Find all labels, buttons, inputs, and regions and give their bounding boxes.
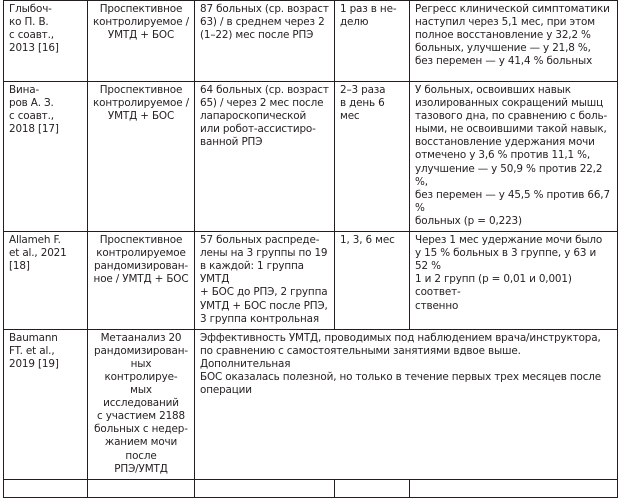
table-row (4, 82, 618, 232)
table-row (4, 1, 618, 82)
frequency-cell: 1, 3, 6 мес (335, 232, 410, 330)
patients-cell: 57 больных распреде- лены на 3 группы по 19 в каждой: 1 группа УМТД + БОС до РПЭ, 2 группа УМТД + БОС после РПЭ, 3 группа контрольная (195, 232, 335, 330)
patients-cell: 87 больных (ср. возраст 63) / в среднем через 2 (1–22) мес после РПЭ (195, 1, 335, 82)
author-cell: Allameh F. et al., 2021 [18] (4, 232, 88, 330)
empty-cell (195, 479, 335, 497)
study-design-cell: Проспективное контролируемое рандомизирован- ное / УМТД + БОС (88, 232, 195, 330)
author-cell: Baumann FT. et al., 2019 [19] (4, 329, 88, 479)
frequency-cell: 1 раз в не- делю (335, 1, 410, 82)
empty-cell (88, 479, 195, 497)
patients-cell: 64 больных (ср. возраст 65) / через 2 мес после лапароскопической или робот-ассистиро- ванной РПЭ (195, 82, 335, 232)
result-cell: Эффективность УМТД, проводимых под наблюдением врача/инструктора, по сравнению с самостоятельными занятиями вдвое выше. Дополнительная БОС оказалась полезной, но только в течение первых трех месяцев после операции (195, 329, 618, 479)
author-cell: Глыбоч- ко П. В. с соавт., 2013 [16] (4, 1, 88, 82)
empty-cell (4, 479, 88, 497)
study-design-cell: Проспективное контролируемое / УМТД + БОС (88, 82, 195, 232)
result-cell: У больных, освоивших навык изолированных сокращений мышц тазового дна, по сравнению с боль- ными, не освоившими такой навык, восстановление удержания мочи отмечено у 3,6 % против 11,1 %, улучшение — у 50,9 % против 22,2 %, без перемен — у 45,5 % против 66,7 % больных (p = 0,223) (410, 82, 618, 232)
empty-cell (335, 479, 410, 497)
author-cell: Вина- ров А. З. с соавт., 2018 [17] (4, 82, 88, 232)
table-row (4, 329, 618, 479)
study-design-cell: Метаанализ 20 рандомизирован- ных контролируе- мых исследований с участием 2188 больных с недер- жанием мочи после РПЭ/УМТД (88, 329, 195, 479)
table-row (4, 479, 618, 497)
table-row (4, 232, 618, 330)
study-design-cell: Проспективное контролируемое / УМТД + БОС (88, 1, 195, 82)
literature-table (3, 0, 618, 498)
result-cell: Через 1 мес удержание мочи было у 15 % больных в 3 группе, у 63 и 52 % 1 и 2 групп (p = 0,01 и 0,001) соответ- ственно (410, 232, 618, 330)
result-cell: Регресс клинической симптоматики наступил через 5,1 мес, при этом полное восстановление у 32,2 % больных, улучшение — у 21,8 %, без перемен — у 41,4 % больных (410, 1, 618, 82)
empty-cell (410, 479, 618, 497)
frequency-cell: 2–3 раза в день 6 мес (335, 82, 410, 232)
